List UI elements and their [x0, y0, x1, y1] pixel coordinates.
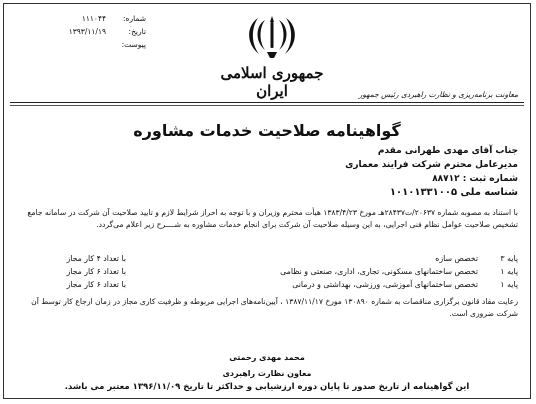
compliance-paragraph: رعایت مفاد قانون برگزاری مناقصات به شماره ۱۳۰۸۹۰ مورخ ۱۳۸۷/۱۱/۱۷ ، آیین‌نامه‌های اجرایی مربوطه و ظرفیت کاری مجاز در زمان ارجاع کار توسط آن شرکت ضروری است. — [31, 297, 518, 318]
meta-label: تاریخ: — [128, 27, 146, 36]
validity-statement: این گواهینامه از تاریخ صدور تا پایان دوره ارزشیابی و حداکثر تا تاریخ ۱۳۹۶/۱۱/۰۹ معتبر می باشد. — [64, 382, 470, 392]
national-id: شناسه ملی ۱۰۱۰۱۳۳۱۰۰۵ — [389, 187, 518, 198]
meta-value: ۱۳۹۳/۱۱/۱۹ — [68, 27, 106, 36]
meta-attachment — [26, 40, 146, 53]
iran-emblem-icon — [243, 12, 301, 62]
specialty-count: با تعداد ۶ کار مجاز — [66, 267, 126, 276]
document-meta — [26, 14, 146, 53]
meta-number — [26, 14, 146, 27]
meta-label: پیوست: — [121, 40, 146, 49]
recipient-position: مدیرعامل محترم شرکت فرایند معماری — [345, 160, 518, 170]
header-divider — [10, 102, 524, 103]
meta-date — [26, 27, 146, 40]
document-title: گواهینامه صلاحیت خدمات مشاوره — [133, 121, 401, 140]
signature-block — [4, 350, 530, 382]
state-name: جمهوری اسلامی ایران — [220, 64, 324, 100]
table-row — [16, 265, 518, 278]
specialty-count: با تعداد ۴ کار مجاز — [66, 254, 126, 263]
header-divider-thin — [10, 105, 524, 106]
body-paragraph: با استناد به مصوبه شماره ۲۰۶۳۷/ت۲۸۴۳۷هـ مورخ ۱۳۸۳/۴/۲۳ هیأت محترم وزیران و با توجه به احراز شرایط لازم و تایید صلاحیت آن شرکت در سامانه جامع تشخیص صلاحیت عوامل نظام فنی اجرایی، به این وسیله صلاحیت آن شرکت برای انجام خدمات مشاوره به شــــرح زیر اعلام می‌گردد. — [27, 208, 518, 229]
specialties-table — [16, 252, 518, 291]
specialty-title: تخصص ساختمانهای آموزشی، ورزشی، بهداشتی و درمانی — [292, 280, 478, 289]
signatory-role: معاون نظارت راهبردی — [222, 369, 312, 378]
table-row — [16, 278, 518, 291]
meta-value: ۱۱۱۰۴۴ — [81, 14, 106, 23]
specialty-grade: پایه ۱ — [500, 267, 518, 276]
specialty-title: تخصص سازه — [435, 254, 478, 263]
registration-number: شماره ثبت : ۸۸۷۱۲ — [432, 174, 518, 184]
meta-label: شماره: — [123, 14, 146, 23]
specialty-grade: پایه ۳ — [500, 254, 518, 263]
specialty-grade: پایه ۱ — [500, 280, 518, 289]
specialty-count: با تعداد ۶ کار مجاز — [66, 280, 126, 289]
issuer-subtitle: معاونت برنامه‌ریزی و نظارت راهبردی رئیس جمهور — [358, 90, 518, 99]
recipient-block — [16, 144, 518, 200]
specialty-title: تخصص ساختمانهای مسکونی، تجاری، اداری، صنعتی و نظامی — [280, 267, 478, 276]
certificate-frame — [3, 3, 531, 399]
recipient-salutation: جناب آقای مهدی طهرانی مقدم — [377, 146, 518, 156]
signatory-name: محمد مهدی رحمتی — [229, 353, 305, 362]
table-row — [16, 252, 518, 265]
